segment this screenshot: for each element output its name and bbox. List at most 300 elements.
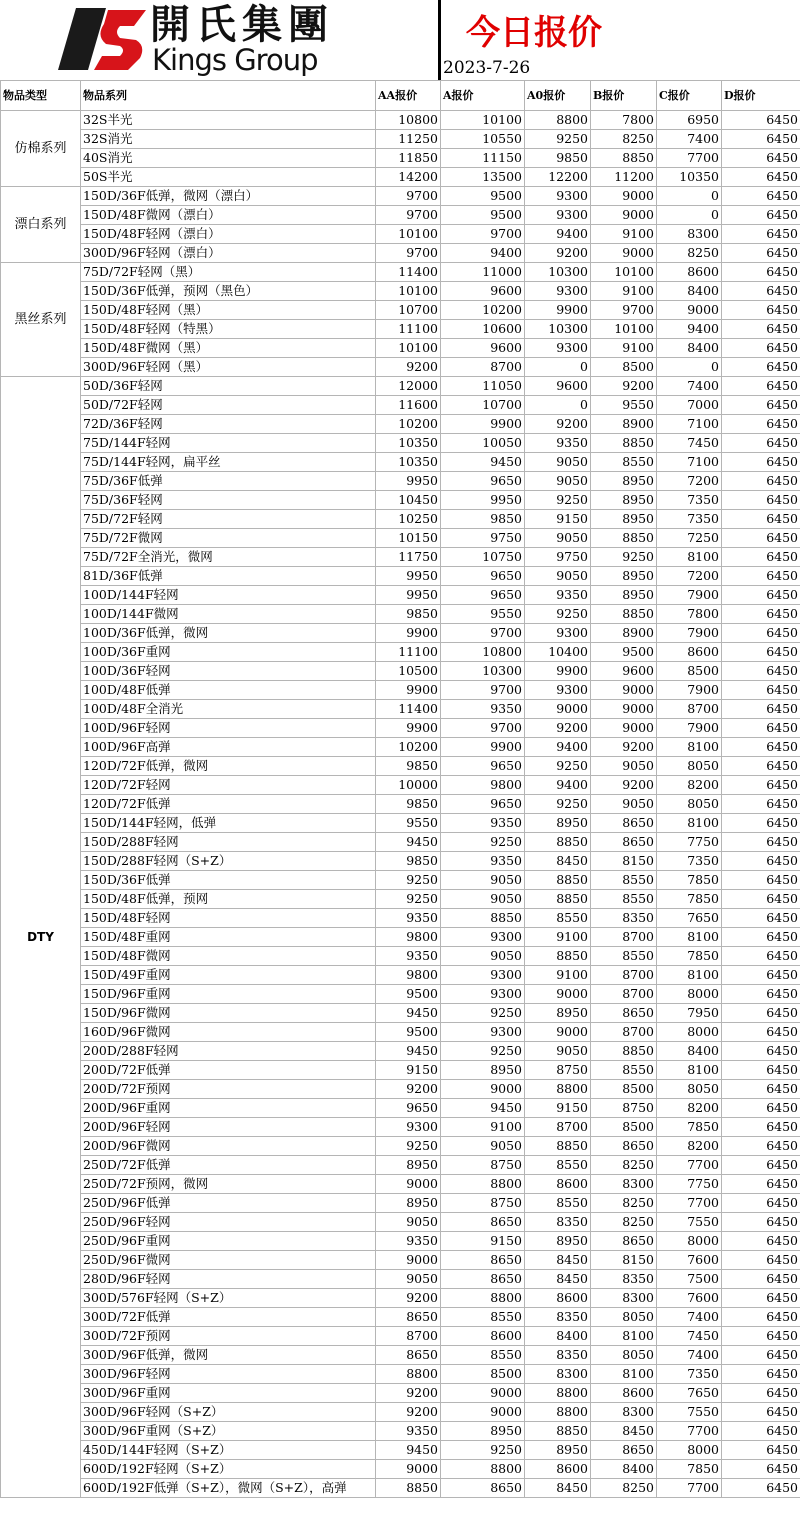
price-cell: 9000 <box>525 1023 591 1042</box>
price-cell: 9800 <box>376 966 441 985</box>
price-cell: 8850 <box>591 529 657 548</box>
table-row <box>1 339 800 358</box>
item-name-cell: 75D/72F微网 <box>81 529 376 548</box>
item-name-cell: 250D/96F微网 <box>81 1251 376 1270</box>
table-row <box>1 1061 800 1080</box>
price-cell: 0 <box>525 358 591 377</box>
price-cell: 8350 <box>525 1308 591 1327</box>
price-cell: 6450 <box>722 757 800 776</box>
price-cell: 8050 <box>657 757 722 776</box>
price-cell: 8850 <box>591 1042 657 1061</box>
price-cell: 8450 <box>525 852 591 871</box>
item-name-cell: 150D/48F轻网 <box>81 909 376 928</box>
price-cell: 8650 <box>591 1004 657 1023</box>
price-cell: 6450 <box>722 168 800 187</box>
price-cell: 9050 <box>441 947 525 966</box>
price-cell: 8700 <box>591 1023 657 1042</box>
price-cell: 7100 <box>657 453 722 472</box>
item-name-cell: 100D/36F轻网 <box>81 662 376 681</box>
price-cell: 6450 <box>722 871 800 890</box>
price-cell: 8950 <box>591 567 657 586</box>
price-cell: 9700 <box>441 681 525 700</box>
price-cell: 6450 <box>722 282 800 301</box>
price-cell: 8550 <box>441 1346 525 1365</box>
item-name-cell: 450D/144F轻网（S+Z） <box>81 1441 376 1460</box>
price-cell: 9650 <box>376 1099 441 1118</box>
price-cell: 9200 <box>591 776 657 795</box>
price-cell: 6450 <box>722 301 800 320</box>
price-cell: 7900 <box>657 719 722 738</box>
table-row <box>1 890 800 909</box>
price-cell: 8600 <box>657 643 722 662</box>
price-cell: 11000 <box>441 263 525 282</box>
price-cell: 10350 <box>657 168 722 187</box>
logo-chinese-text: 開氏集團 <box>150 1 334 48</box>
item-name-cell: 300D/96F轻网 <box>81 1365 376 1384</box>
price-cell: 9150 <box>376 1061 441 1080</box>
price-cell: 9300 <box>441 928 525 947</box>
price-cell: 8100 <box>657 548 722 567</box>
price-cell: 7800 <box>657 605 722 624</box>
price-cell: 8200 <box>657 1137 722 1156</box>
item-name-cell: 50S半光 <box>81 168 376 187</box>
price-cell: 9850 <box>525 149 591 168</box>
price-cell: 9000 <box>376 1251 441 1270</box>
price-cell: 8900 <box>591 415 657 434</box>
item-name-cell: 40S消光 <box>81 149 376 168</box>
price-cell: 9250 <box>376 1137 441 1156</box>
item-name-cell: 150D/36F低弹，微网（漂白） <box>81 187 376 206</box>
price-cell: 7650 <box>657 909 722 928</box>
price-cell: 7400 <box>657 1308 722 1327</box>
price-cell: 9600 <box>441 339 525 358</box>
price-cell: 6450 <box>722 1460 800 1479</box>
price-cell: 6450 <box>722 1004 800 1023</box>
price-cell: 10550 <box>441 130 525 149</box>
price-cell: 8300 <box>591 1175 657 1194</box>
price-cell: 10700 <box>441 396 525 415</box>
price-cell: 10400 <box>525 643 591 662</box>
price-cell: 6450 <box>722 795 800 814</box>
table-row <box>1 1004 800 1023</box>
price-cell: 11200 <box>591 168 657 187</box>
price-cell: 6450 <box>722 244 800 263</box>
price-cell: 8000 <box>657 1023 722 1042</box>
price-cell: 10100 <box>376 225 441 244</box>
price-cell: 10100 <box>376 282 441 301</box>
category-cell: DTY <box>1 377 81 1498</box>
column-header: C报价 <box>657 81 722 111</box>
price-cell: 9200 <box>591 738 657 757</box>
price-cell: 7250 <box>657 529 722 548</box>
price-cell: 9700 <box>591 301 657 320</box>
price-cell: 9200 <box>376 1403 441 1422</box>
price-cell: 8950 <box>591 491 657 510</box>
price-cell: 8250 <box>591 1479 657 1498</box>
price-cell: 6450 <box>722 149 800 168</box>
price-cell: 7400 <box>657 130 722 149</box>
price-cell: 8700 <box>591 928 657 947</box>
price-cell: 8800 <box>441 1175 525 1194</box>
price-cell: 9150 <box>441 1232 525 1251</box>
table-row <box>1 1023 800 1042</box>
price-cell: 8050 <box>657 795 722 814</box>
price-cell: 7850 <box>657 890 722 909</box>
table-row <box>1 738 800 757</box>
price-cell: 6450 <box>722 662 800 681</box>
price-cell: 6950 <box>657 111 722 130</box>
price-cell: 7200 <box>657 567 722 586</box>
price-cell: 6450 <box>722 852 800 871</box>
price-cell: 9500 <box>441 206 525 225</box>
price-cell: 6450 <box>722 681 800 700</box>
page-title: 今日报价 <box>466 13 602 53</box>
price-cell: 7850 <box>657 1460 722 1479</box>
price-cell: 10350 <box>376 434 441 453</box>
table-row <box>1 548 800 567</box>
table-row <box>1 1365 800 1384</box>
price-cell: 6450 <box>722 567 800 586</box>
price-cell: 9500 <box>441 187 525 206</box>
price-cell: 9300 <box>525 282 591 301</box>
table-row <box>1 1194 800 1213</box>
item-name-cell: 300D/96F轻网（黑） <box>81 358 376 377</box>
price-cell: 8750 <box>525 1061 591 1080</box>
price-cell: 8800 <box>441 1460 525 1479</box>
price-cell: 9150 <box>525 510 591 529</box>
price-cell: 9000 <box>657 301 722 320</box>
price-cell: 8350 <box>525 1346 591 1365</box>
price-cell: 9050 <box>376 1213 441 1232</box>
table-row <box>1 719 800 738</box>
item-name-cell: 120D/72F低弹，微网 <box>81 757 376 776</box>
price-cell: 8550 <box>525 1194 591 1213</box>
price-cell: 8500 <box>591 1118 657 1137</box>
price-cell: 9050 <box>376 1270 441 1289</box>
price-cell: 8500 <box>441 1365 525 1384</box>
item-name-cell: 75D/144F轻网，扁平丝 <box>81 453 376 472</box>
column-header: B报价 <box>591 81 657 111</box>
price-cell: 9300 <box>525 681 591 700</box>
price-cell: 8400 <box>525 1327 591 1346</box>
price-cell: 8950 <box>525 1441 591 1460</box>
price-cell: 6450 <box>722 586 800 605</box>
price-cell: 9600 <box>441 282 525 301</box>
price-cell: 6450 <box>722 1270 800 1289</box>
price-cell: 9450 <box>376 833 441 852</box>
price-cell: 7900 <box>657 681 722 700</box>
price-cell: 6450 <box>722 111 800 130</box>
price-cell: 8950 <box>591 510 657 529</box>
price-cell: 9050 <box>441 871 525 890</box>
price-cell: 8450 <box>591 1422 657 1441</box>
table-row <box>1 814 800 833</box>
price-cell: 8400 <box>657 282 722 301</box>
price-cell: 6450 <box>722 510 800 529</box>
price-cell: 9300 <box>441 985 525 1004</box>
price-cell: 9300 <box>525 624 591 643</box>
item-name-cell: 300D/96F重网（S+Z） <box>81 1422 376 1441</box>
price-cell: 7100 <box>657 415 722 434</box>
price-cell: 9150 <box>525 1099 591 1118</box>
price-cell: 8750 <box>441 1156 525 1175</box>
table-row <box>1 1118 800 1137</box>
table-row <box>1 377 800 396</box>
table-row <box>1 472 800 491</box>
item-name-cell: 200D/96F重网 <box>81 1099 376 1118</box>
price-cell: 9100 <box>591 339 657 358</box>
table-row <box>1 1270 800 1289</box>
price-cell: 9300 <box>441 966 525 985</box>
price-cell: 8600 <box>657 263 722 282</box>
price-cell: 9450 <box>441 453 525 472</box>
item-name-cell: 75D/72F轻网（黑） <box>81 263 376 282</box>
price-cell: 6450 <box>722 624 800 643</box>
price-cell: 8000 <box>657 985 722 1004</box>
price-cell: 6450 <box>722 1061 800 1080</box>
item-name-cell: 50D/72F轻网 <box>81 396 376 415</box>
price-cell: 8450 <box>525 1251 591 1270</box>
price-cell: 9250 <box>525 491 591 510</box>
item-name-cell: 300D/96F轻网（S+Z） <box>81 1403 376 1422</box>
price-cell: 8100 <box>657 928 722 947</box>
price-cell: 8300 <box>525 1365 591 1384</box>
table-row <box>1 1156 800 1175</box>
price-cell: 9050 <box>525 453 591 472</box>
price-cell: 8200 <box>657 776 722 795</box>
price-cell: 0 <box>657 206 722 225</box>
price-cell: 10200 <box>376 738 441 757</box>
price-cell: 6450 <box>722 1479 800 1498</box>
price-cell: 8950 <box>376 1194 441 1213</box>
price-cell: 9500 <box>376 1023 441 1042</box>
price-cell: 9550 <box>591 396 657 415</box>
price-cell: 9700 <box>441 624 525 643</box>
price-cell: 8600 <box>525 1175 591 1194</box>
price-cell: 10600 <box>441 320 525 339</box>
price-cell: 9600 <box>525 377 591 396</box>
price-cell: 9900 <box>376 719 441 738</box>
price-cell: 8950 <box>525 1004 591 1023</box>
price-cell: 6450 <box>722 1346 800 1365</box>
price-cell: 7500 <box>657 1270 722 1289</box>
table-row <box>1 206 800 225</box>
price-cell: 10250 <box>376 510 441 529</box>
column-header: A报价 <box>441 81 525 111</box>
price-cell: 0 <box>657 358 722 377</box>
price-cell: 8500 <box>657 662 722 681</box>
price-cell: 9050 <box>591 795 657 814</box>
price-cell: 8650 <box>441 1213 525 1232</box>
price-cell: 8800 <box>441 1289 525 1308</box>
price-cell: 8650 <box>441 1270 525 1289</box>
price-cell: 9350 <box>441 700 525 719</box>
item-name-cell: 200D/72F预网 <box>81 1080 376 1099</box>
price-cell: 6450 <box>722 491 800 510</box>
price-cell: 8700 <box>591 985 657 1004</box>
price-cell: 9350 <box>525 434 591 453</box>
price-cell: 8100 <box>591 1327 657 1346</box>
table-row <box>1 301 800 320</box>
price-cell: 0 <box>525 396 591 415</box>
price-cell: 9250 <box>376 871 441 890</box>
price-cell: 8550 <box>591 890 657 909</box>
price-cell: 9300 <box>376 1118 441 1137</box>
price-cell: 9000 <box>376 1460 441 1479</box>
price-cell: 10800 <box>441 643 525 662</box>
price-cell: 6450 <box>722 605 800 624</box>
price-cell: 8800 <box>525 1080 591 1099</box>
table-row <box>1 187 800 206</box>
price-cell: 8100 <box>591 1365 657 1384</box>
price-cell: 8750 <box>441 1194 525 1213</box>
price-cell: 7350 <box>657 510 722 529</box>
table-row <box>1 1175 800 1194</box>
price-cell: 8850 <box>525 1422 591 1441</box>
price-cell: 9250 <box>441 1441 525 1460</box>
table-row <box>1 282 800 301</box>
category-cell: 仿棉系列 <box>1 111 81 187</box>
price-cell: 10050 <box>441 434 525 453</box>
price-cell: 8350 <box>525 1213 591 1232</box>
price-cell: 9500 <box>376 985 441 1004</box>
table-row <box>1 510 800 529</box>
price-cell: 8100 <box>657 966 722 985</box>
price-cell: 9000 <box>591 187 657 206</box>
price-cell: 7600 <box>657 1289 722 1308</box>
table-row <box>1 1441 800 1460</box>
price-cell: 7400 <box>657 1346 722 1365</box>
item-name-cell: 100D/144F微网 <box>81 605 376 624</box>
price-cell: 6450 <box>722 206 800 225</box>
price-cell: 9250 <box>376 890 441 909</box>
price-cell: 9900 <box>525 301 591 320</box>
price-cell: 9000 <box>591 681 657 700</box>
price-cell: 7700 <box>657 1422 722 1441</box>
table-row <box>1 1308 800 1327</box>
table-row <box>1 795 800 814</box>
quote-date: 2023-7-26 <box>443 58 531 78</box>
price-cell: 10100 <box>376 339 441 358</box>
table-row <box>1 111 800 130</box>
price-cell: 7950 <box>657 1004 722 1023</box>
price-cell: 6450 <box>722 1213 800 1232</box>
item-name-cell: 150D/48F轻网（漂白） <box>81 225 376 244</box>
price-cell: 6450 <box>722 453 800 472</box>
item-name-cell: 150D/36F低弹，预网（黑色） <box>81 282 376 301</box>
price-cell: 8400 <box>657 339 722 358</box>
price-cell: 9200 <box>525 244 591 263</box>
table-row <box>1 453 800 472</box>
price-cell: 8550 <box>525 909 591 928</box>
item-name-cell: 250D/96F重网 <box>81 1232 376 1251</box>
price-cell: 9100 <box>525 928 591 947</box>
table-row <box>1 244 800 263</box>
price-cell: 8950 <box>441 1422 525 1441</box>
item-name-cell: 300D/96F低弹，微网 <box>81 1346 376 1365</box>
item-name-cell: 600D/192F低弹（S+Z），微网（S+Z），高弹 <box>81 1479 376 1498</box>
price-cell: 9450 <box>376 1004 441 1023</box>
price-cell: 8650 <box>376 1346 441 1365</box>
item-name-cell: 200D/96F微网 <box>81 1137 376 1156</box>
item-name-cell: 75D/72F全消光，微网 <box>81 548 376 567</box>
price-cell: 7450 <box>657 434 722 453</box>
item-name-cell: 100D/96F轻网 <box>81 719 376 738</box>
price-cell: 7700 <box>657 1479 722 1498</box>
table-row <box>1 947 800 966</box>
table-row <box>1 1384 800 1403</box>
price-cell: 12000 <box>376 377 441 396</box>
table-row <box>1 700 800 719</box>
column-header: 物品系列 <box>81 81 376 111</box>
table-row <box>1 624 800 643</box>
price-cell: 8300 <box>657 225 722 244</box>
price-cell: 9650 <box>441 472 525 491</box>
price-cell: 11050 <box>441 377 525 396</box>
price-cell: 6450 <box>722 377 800 396</box>
price-cell: 8700 <box>376 1327 441 1346</box>
price-cell: 9650 <box>441 586 525 605</box>
item-name-cell: 120D/72F低弹 <box>81 795 376 814</box>
price-cell: 11400 <box>376 263 441 282</box>
price-cell: 8650 <box>591 1441 657 1460</box>
price-cell: 7650 <box>657 1384 722 1403</box>
price-cell: 8050 <box>591 1346 657 1365</box>
item-name-cell: 250D/72F低弹 <box>81 1156 376 1175</box>
price-cell: 8700 <box>525 1118 591 1137</box>
price-cell: 8550 <box>591 947 657 966</box>
price-cell: 9650 <box>441 757 525 776</box>
price-cell: 12200 <box>525 168 591 187</box>
price-cell: 9250 <box>441 1042 525 1061</box>
page-header <box>0 0 800 80</box>
price-cell: 9850 <box>376 795 441 814</box>
price-cell: 9000 <box>525 985 591 1004</box>
price-cell: 9100 <box>441 1118 525 1137</box>
price-cell: 9700 <box>376 187 441 206</box>
item-name-cell: 250D/96F轻网 <box>81 1213 376 1232</box>
item-name-cell: 75D/36F轻网 <box>81 491 376 510</box>
table-row <box>1 529 800 548</box>
price-cell: 8250 <box>657 244 722 263</box>
price-cell: 7350 <box>657 491 722 510</box>
table-row <box>1 871 800 890</box>
price-cell: 8200 <box>657 1099 722 1118</box>
price-cell: 11150 <box>441 149 525 168</box>
price-cell: 8450 <box>525 1270 591 1289</box>
price-cell: 6450 <box>722 1156 800 1175</box>
item-name-cell: 300D/576F轻网（S+Z） <box>81 1289 376 1308</box>
price-cell: 9050 <box>525 1042 591 1061</box>
price-cell: 7550 <box>657 1213 722 1232</box>
column-header: 物品类型 <box>1 81 81 111</box>
item-name-cell: 160D/96F微网 <box>81 1023 376 1042</box>
price-cell: 8400 <box>657 1042 722 1061</box>
price-cell: 6450 <box>722 966 800 985</box>
price-cell: 6450 <box>722 472 800 491</box>
item-name-cell: 300D/72F低弹 <box>81 1308 376 1327</box>
price-cell: 8850 <box>525 833 591 852</box>
item-name-cell: 150D/144F轻网，低弹 <box>81 814 376 833</box>
price-cell: 8500 <box>591 358 657 377</box>
table-row <box>1 1289 800 1308</box>
price-cell: 7350 <box>657 852 722 871</box>
price-cell: 7750 <box>657 1175 722 1194</box>
table-row <box>1 1232 800 1251</box>
price-cell: 6450 <box>722 1365 800 1384</box>
price-cell: 6450 <box>722 1099 800 1118</box>
item-name-cell: 300D/96F重网 <box>81 1384 376 1403</box>
